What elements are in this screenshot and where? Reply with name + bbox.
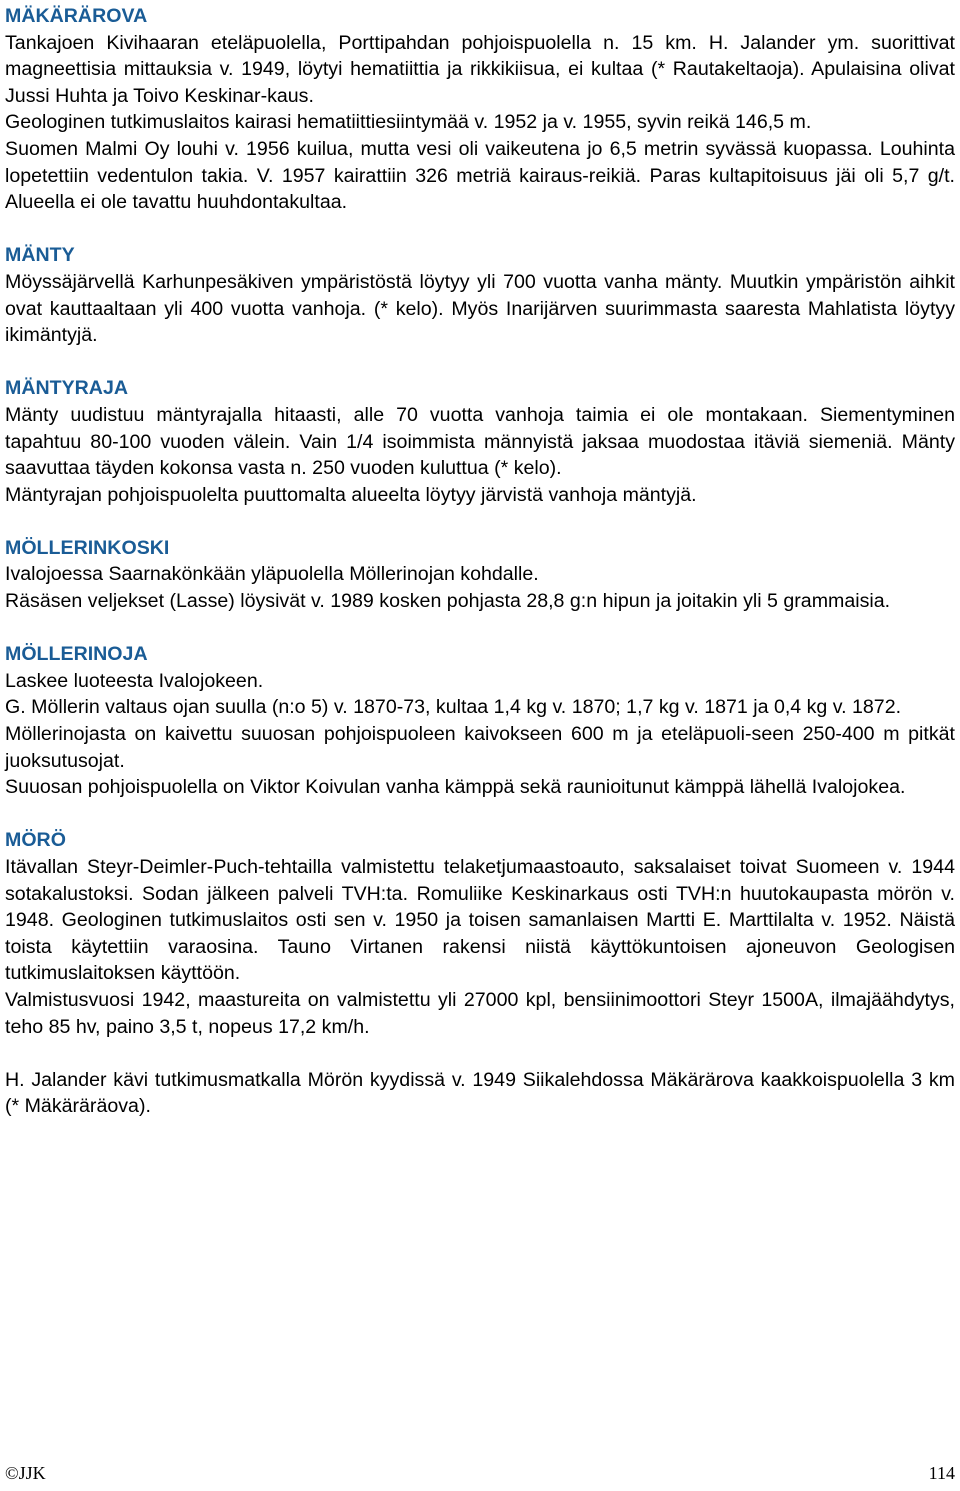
paragraph: Mäntyrajan pohjoispuolelta puuttomalta alueelta löytyy järvistä vanhoja mäntyjä. (5, 483, 697, 506)
paragraph: Möyssäjärvellä Karhunpesäkiven ympäristöstä löytyy yli 700 vuotta vanha mänty. Muutkin ympäristön aihkit ovat kauttaaltaan yli 400 vuotta vanhoja. (* kelo). Myös Inarijärven suurimmasta saaresta Mahlatista löytyy ikimäntyjä. (5, 270, 955, 347)
paragraph: H. Jalander kävi tutkimusmatkalla Mörön kyydissä v. 1949 Siikalehdossa Mäkärärova kaakkoispuolella 3 km (* Mäkäräräova). (5, 1068, 955, 1118)
section-heading: MÖLLERINKOSKI (5, 536, 170, 559)
paragraph: Suuosan pohjoispuolella on Viktor Koivulan vanha kämppä sekä raunioitunut kämppä lähellä Ivalojokea. (5, 776, 906, 799)
copyright-label: ©JJK (5, 1463, 46, 1483)
section-heading: MÄKÄRÄROVA (5, 5, 148, 27)
paragraph: Valmistusvuosi 1942, maastureita on valmistettu yli 27000 kpl, bensiinimoottori Steyr 1500A, ilmajäähdytys, teho 85 hv, paino 3,5 t, nopeus 17,2 km/h. (5, 988, 955, 1038)
paragraph: Mänty uudistuu mäntyrajalla hitaasti, alle 70 vuotta vanhoja taimia ei ole montakaan. Siementyminen tapahtuu 80-100 vuoden välein. Vain 1/4 isoimmista männyistä jaksaa muodostaa itäviä siemeniä. Mänty saavuttaa täyden kokonsa vasta n. 250 vuoden kuluttua (* kelo). (5, 403, 955, 480)
section-heading: MÖRÖ (5, 829, 66, 852)
section-mantyraja (5, 375, 955, 508)
paragraph: Laskee luoteesta Ivalojokeen. (5, 669, 264, 692)
paragraph: Räsäsen veljekset (Lasse) löysivät v. 1989 kosken pohjasta 28,8 g:n hipun ja joitakin yli 5 grammaisia. (5, 590, 891, 613)
section-mollerinkoski (5, 535, 955, 615)
section-makararova (5, 3, 955, 216)
section-heading: MÖLLERINOJA (5, 643, 148, 666)
paragraph: G. Möllerin valtaus ojan suulla (n:o 5) v. 1870-73, kultaa 1,4 kg v. 1870; 1,7 kg v. 1871 ja 0,4 kg v. 1872. (5, 696, 902, 719)
paragraph: Geologinen tutkimuslaitos kairasi hematiittiesiintymää v. 1952 ja v. 1955, syvin reikä 146,5 m. (5, 111, 812, 134)
section-moro (5, 827, 955, 1120)
section-heading: MÄNTY (5, 244, 75, 267)
paragraph: Tankajoen Kivihaaran eteläpuolella, Porttipahdan pohjoispuolella n. 15 km. H. Jalander ym. suorittivat magneettisia mittauksia v. 1949, löytyi hematiittia ja rikkikiisua, ei kultaa (* Rautakeltaoja). Apulaisina olivat Jussi Huhta ja Toivo Keskinar-kaus. (5, 31, 955, 107)
paragraph-gap (5, 1040, 955, 1067)
section-mollerinoja (5, 641, 955, 801)
section-heading: MÄNTYRAJA (5, 377, 129, 400)
document-body (5, 3, 955, 1120)
paragraph: Itävallan Steyr-Deimler-Puch-tehtailla valmistettu telaketjumaastoauto, saksalaiset toivat Suomeen v. 1944 sotakalustoksi. Sodan jälkeen palveli TVH:ta. Romuliike Keskinarkaus osti TVH:n huutokaupasta mörön v. 1948. Geologinen tutkimuslaitos osti sen v. 1950 ja toisen samanlaisen Martti E. Marttilalta v. 1952. Näistä toista käytettiin varaosina. Tauno Virtanen rakensi niistä käyttökuntoisen ajoneuvon Geologisen tutkimuslaitoksen käyttöön. (5, 856, 955, 985)
paragraph: Ivalojoessa Saarnakönkään yläpuolella Möllerinojan kohdalle. (5, 563, 539, 586)
paragraph: Suomen Malmi Oy louhi v. 1956 kuilua, mutta vesi oli vaikeutena jo 6,5 metrin syvässä kuopassa. Louhinta lopetettiin vedentulon takia. V. 1957 kairattiin 326 metriä kairaus-reikiä. Paras kultapitoisuus jäi oli 5,7 g/t. Alueella ei ole tavattu huuhdontakultaa. (5, 137, 955, 214)
page-number: 114 (928, 1463, 955, 1483)
section-manty (5, 242, 955, 348)
paragraph: Möllerinojasta on kaivettu suuosan pohjoispuoleen kaivokseen 600 m ja eteläpuoli-seen 250-400 m pitkät juoksutusojat. (5, 723, 955, 772)
